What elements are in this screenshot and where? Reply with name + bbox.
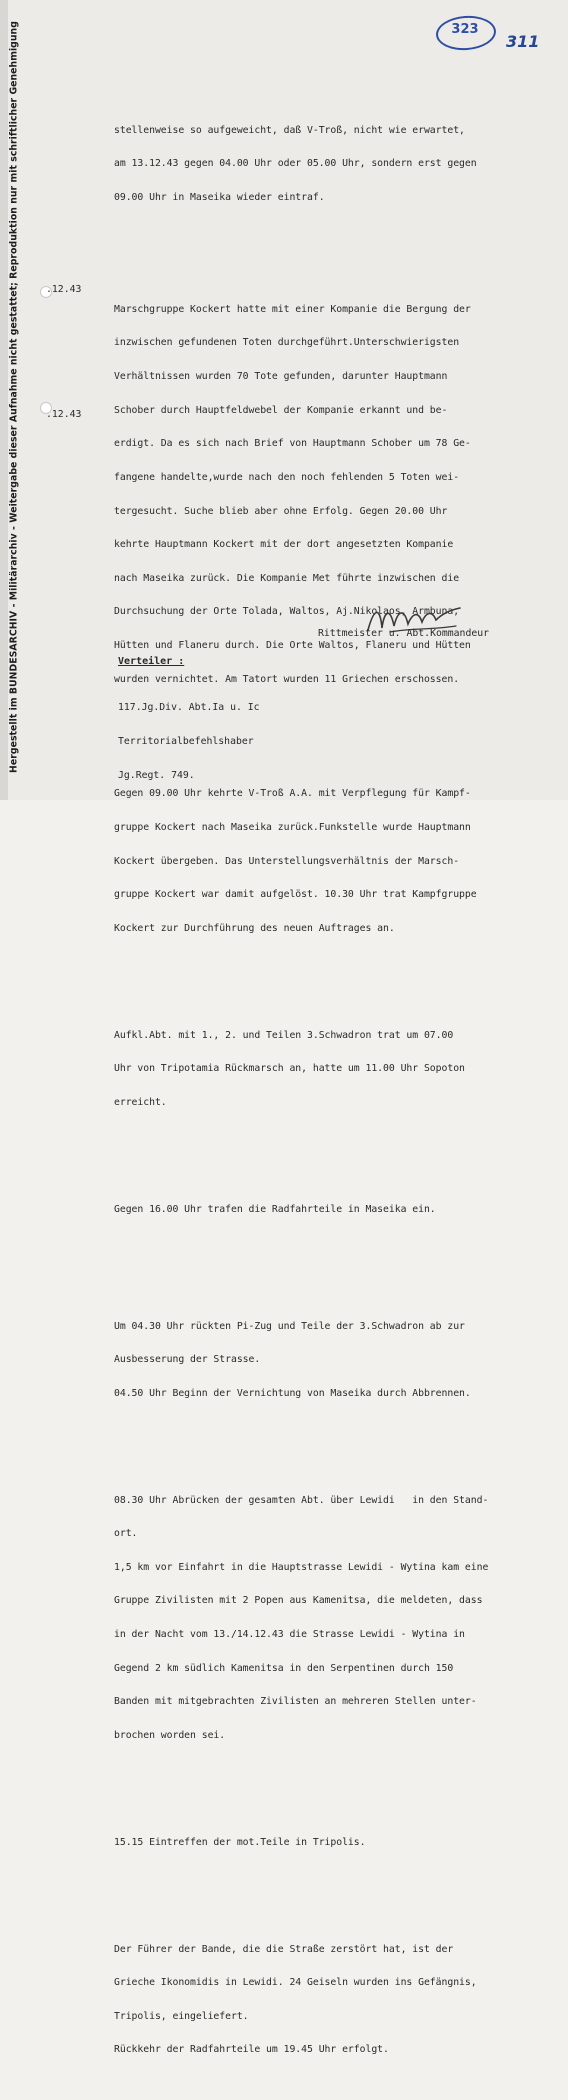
distribution-item: Territorialbefehlshaber xyxy=(118,736,254,748)
paragraph-6 xyxy=(114,1298,554,1421)
paragraph-8 xyxy=(114,1814,554,1870)
text-line: erdigt. Da es sich nach Brief von Hauptmann Schober um 78 Ge- xyxy=(114,438,471,450)
paragraph-1 xyxy=(114,102,554,225)
margin-date-1: .12.43 xyxy=(46,284,82,295)
text-line: 1,5 km vor Einfahrt in die Hauptstrasse Lewidi - Wytina kam eine xyxy=(114,1561,489,1573)
text-line: Banden mit mitgebrachten Zivilisten an mehreren Stellen unter- xyxy=(114,1696,477,1708)
text-line: 15.15 Eintreffen der mot.Teile in Tripolis. xyxy=(114,1836,366,1848)
text-line: kehrte Hauptmann Kockert mit der dort angesetzten Kompanie xyxy=(114,539,454,551)
text-line: Gegen 16.00 Uhr trafen die Radfahrteile in Maseika ein. xyxy=(114,1203,436,1215)
text-line: Hütten und Flaneru durch. Die Orte Waltos, Flaneru und Hütten xyxy=(114,639,471,651)
text-line: 08.30 Uhr Abrücken der gesamten Abt. über Lewidi in den Stand- xyxy=(114,1494,489,1506)
text-line: Gruppe Zivilisten mit 2 Popen aus Kamenitsa, die meldeten, dass xyxy=(114,1595,483,1607)
text-line: nach Maseika zurück. Die Kompanie Met führte inzwischen die xyxy=(114,572,460,584)
text-line: Kockert zur Durchführung des neuen Auftrages an. xyxy=(114,922,395,934)
text-line: 09.00 Uhr in Maseika wieder eintraf. xyxy=(114,192,325,204)
distribution-list xyxy=(118,680,260,803)
distribution-item: Jg.Regt. 749. xyxy=(118,769,195,781)
text-line: stellenweise so aufgeweicht, daß V-Troß, nicht wie erwartet, xyxy=(114,124,465,136)
text-line: Durchsuchung der Orte Tolada, Waltos, Aj.Nikolaos, Armbuna, xyxy=(114,606,460,618)
text-line: Verhältnissen wurden 70 Tote gefunden, darunter Hauptmann xyxy=(114,371,448,383)
paragraph-7 xyxy=(114,1472,554,1763)
text-line: wurden vernichtet. Am Tatort wurden 11 Griechen erschossen. xyxy=(114,673,460,685)
text-line: fangene handelte,wurde nach den noch fehlenden 5 Toten wei- xyxy=(114,471,460,483)
text-line: Kockert übergeben. Das Unterstellungsverhältnis der Marsch- xyxy=(114,855,460,867)
archive-stamp-text: Hergestellt im BUNDESARCHIV - Militärarchiv - Weitergabe dieser Aufnahme nicht gestattet; Reproduktion nur mit schriftlicher Genehmigung xyxy=(8,21,20,773)
distribution-heading: Verteiler : xyxy=(118,656,185,667)
text-line: Rückkehr der Radfahrteile um 19.45 Uhr erfolgt. xyxy=(114,2044,389,2056)
report-body xyxy=(114,80,554,2100)
text-line: am 13.12.43 gegen 04.00 Uhr oder 05.00 Uhr, sondern erst gegen xyxy=(114,158,477,170)
circled-folio-number: 323 xyxy=(451,22,479,37)
paragraph-9 xyxy=(114,1921,554,2078)
signature-title: Rittmeister u. Abt.Kommandeur xyxy=(318,628,490,639)
text-line: Schober durch Hauptfeldwebel der Kompanie erkannt und be- xyxy=(114,404,448,416)
archive-stamp xyxy=(4,12,24,782)
text-line: gruppe Kockert nach Maseika zurück.Funkstelle wurde Hauptmann xyxy=(114,822,471,833)
paragraph-4 xyxy=(114,1007,554,1130)
text-line: ort. xyxy=(114,1528,138,1540)
margin-date-2: .12.43 xyxy=(46,409,82,420)
text-line: Uhr von Tripotamia Rückmarsch an, hatte um 11.00 Uhr Sopoton xyxy=(114,1063,465,1075)
text-line: erreicht. xyxy=(114,1096,167,1108)
text-line: Grieche Ikonomidis in Lewidi. 24 Geiseln wurden ins Gefängnis, xyxy=(114,1977,477,1989)
page-number: 311 xyxy=(506,32,540,51)
text-line: gruppe Kockert war damit aufgelöst. 10.30 Uhr trat Kampfgruppe xyxy=(114,889,477,901)
circled-folio xyxy=(436,16,500,50)
paragraph-5 xyxy=(114,1181,554,1237)
text-line: brochen worden sei. xyxy=(114,1729,226,1741)
text-line: in der Nacht vom 13./14.12.43 die Strasse Lewidi - Wytina in xyxy=(114,1629,465,1641)
paragraph-2 xyxy=(114,281,554,707)
text-line: inzwischen gefundenen Toten durchgeführt.Unterschwierigsten xyxy=(114,337,460,349)
text-line: 04.50 Uhr Beginn der Vernichtung von Maseika durch Abbrennen. xyxy=(114,1387,471,1399)
text-line: Gegend 2 km südlich Kamenitsa in den Serpentinen durch 150 xyxy=(114,1662,454,1674)
text-line: Aufkl.Abt. mit 1., 2. und Teilen 3.Schwadron trat um 07.00 xyxy=(114,1029,454,1041)
text-line: Ausbesserung der Strasse. xyxy=(114,1354,261,1366)
text-line: tergesucht. Suche blieb aber ohne Erfolg. Gegen 20.00 Uhr xyxy=(114,505,448,517)
text-line: Gegen 09.00 Uhr kehrte V-Troß A.A. mit Verpflegung für Kampf- xyxy=(114,788,471,800)
text-line: Der Führer der Bande, die die Straße zerstört hat, ist der xyxy=(114,1943,454,1955)
distribution-item: 117.Jg.Div. Abt.Ia u. Ic xyxy=(118,702,260,714)
text-line: Marschgruppe Kockert hatte mit einer Kompanie die Bergung der xyxy=(114,303,471,315)
text-line: Tripolis, eingeliefert. xyxy=(114,2010,249,2022)
text-line: Um 04.30 Uhr rückten Pi-Zug und Teile der 3.Schwadron ab zur xyxy=(114,1320,465,1332)
